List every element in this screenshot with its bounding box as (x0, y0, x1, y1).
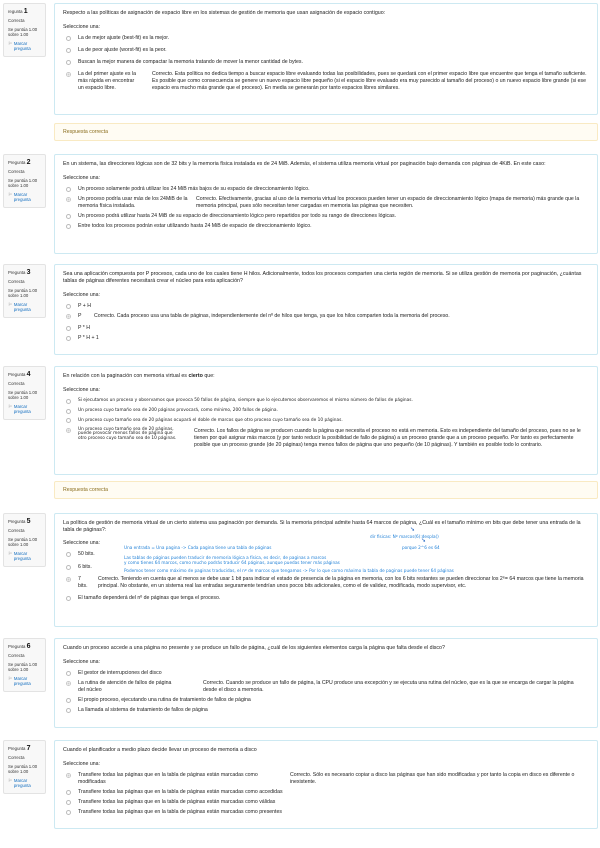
radio-button[interactable] (66, 326, 71, 331)
question-6-content (54, 638, 598, 728)
radio-button[interactable] (66, 36, 71, 41)
answer-option[interactable]: P * H (63, 325, 589, 332)
flag-question-link[interactable]: ⚐ Marcar pregunta (8, 403, 31, 415)
question-grade: Se puntúa 1.00 sobre 1.00 (8, 177, 38, 189)
answer-option[interactable]: Si ejecutamos un proceso y observamos que provoca 50 fallos de página, siempre que lo ejecutemos observaremos el mismo número de fallos de páginas. (63, 398, 589, 404)
question-grade: Se puntúa 1.00 sobre 1.00 (8, 26, 38, 38)
radio-button[interactable] (66, 552, 71, 557)
radio-button-checked[interactable] (66, 773, 71, 778)
radio-button[interactable] (66, 708, 71, 713)
question-7-info (3, 740, 46, 794)
answer-option-selected[interactable]: La rutina de atención de fallos de página del núcleo Correcto. Cuando se produce un fallo de página, la CPU produce una excepción y se ejecuta una rutina del núcleo, que es la que se encarga de cargar la página desde el disco a memoria. (63, 680, 589, 694)
question-4-info (3, 366, 46, 420)
radio-button-checked[interactable] (66, 197, 71, 202)
select-one-prompt: Seleccione una: (63, 24, 100, 31)
answer-option[interactable]: P + H (63, 303, 589, 310)
radio-button[interactable] (66, 214, 71, 219)
question-number: regunta 1 (8, 8, 28, 15)
question-2-info (3, 154, 46, 208)
question-state: Correcta (8, 653, 25, 659)
radio-button[interactable] (66, 596, 71, 601)
question-7-content (54, 740, 598, 829)
question-number: Pregunta 6 (8, 643, 31, 650)
arrow-down-icon: ➘ (421, 538, 427, 544)
radio-button-checked[interactable] (66, 681, 71, 686)
answer-option[interactable]: Un proceso cuyo tamaño sea de 20 páginas ocupará el doble de marcos que otro proceso cuyo tamaño sea de 10 páginas. (63, 418, 589, 424)
answer-option[interactable]: Transfiere todas las páginas que en la tabla de páginas están marcadas como presentes (63, 809, 589, 816)
question-2-content (54, 154, 598, 254)
answer-option[interactable]: La de mejor ajuste (best-fit) es la mejor. (63, 35, 589, 42)
question-text: La política de gestión de memoria virtual de un cierto sistema usa paginación por demanda. Si la memoria principal admite hasta 64 marcos de página, ¿Cuál es el tamaño mínimo en bits que debe tener una entrada de la tabla de páginas?: (63, 520, 581, 534)
question-4-content (54, 366, 598, 475)
question-state: Correcta (8, 755, 25, 761)
answer-feedback: Correcto. Sólo es necesario copiar a disco las páginas que han sido modificadas y por tanto la copia en disco es diferente o inexistente. (290, 772, 575, 786)
question-3-content (54, 264, 598, 355)
question-text: Sea una aplicación compuesta por P procesos, cada uno de los cuales tiene H hilos. Adicionalmente, todos los procesos comparten una cierta región de memoria. Si se utiliza gestión de memoria por paginación, ¿cuántas tablas de páginas diferentes necesitará crear el núcleo para esta aplicación? (63, 271, 582, 285)
radio-button[interactable] (66, 671, 71, 676)
answer-feedback: Correcto. Teniendo en cuenta que al menos se debe usar 1 bit para indicar el estado de presencia de la página en memoria, con los 6 bits restantes se pueden direccionar los 2⁶= 64 marcos que tiene la memoria principal. No obstante, en un sistema real las entradas seguramente tendrían unos pocos bits adicionales, como el de validez, modificada, modo supervisor, etc. (98, 576, 584, 590)
annotation-note: porque 2^6 es 64 (402, 545, 440, 550)
radio-button[interactable] (66, 224, 71, 229)
flag-question-link[interactable]: ⚐ Marcar pregunta (8, 301, 31, 313)
question-number: Pregunta 5 (8, 518, 31, 525)
question-grade: Se puntúa 1.00 sobre 1.00 (8, 661, 38, 673)
question-number: Pregunta 2 (8, 159, 31, 166)
radio-button[interactable] (66, 399, 71, 404)
flag-question-link[interactable]: ⚐ Marcar pregunta (8, 191, 31, 203)
question-state: Correcta (8, 279, 25, 285)
answer-option[interactable]: Entre todos los procesos podrán estar utilizando hasta 24 MiB de espacio de direccionamiento lógico. (63, 223, 589, 230)
annotation-note: Las tablas de páginas pueden traducir de memoria lógica a física, es decir, de paginas a marcos y como tienes 64 marcos, como mucho podrás traducir 64 páginas, aunque puedas tener más páginas (124, 555, 340, 566)
question-text: Respecto a las políticas de asignación de espacio libre en los sistemas de gestión de memoria que usan asignación de espacio contiguo: (63, 10, 386, 16)
answer-option[interactable]: Un proceso solamente podrá utilizar los 24 MiB más bajos de su espacio de direccionamiento lógico. (63, 186, 589, 193)
annotation-note: Podemos tener como máximo de paginas traducidas, el nº de marcos que tengamos -> Por lo que como máximo la tabla de paginas puede tener 64 páginas (124, 568, 454, 573)
question-number: Pregunta 4 (8, 371, 31, 378)
question-number: Pregunta 7 (8, 745, 31, 752)
answer-option[interactable]: El gestor de interrupciones del disco (63, 670, 589, 677)
answer-option-selected[interactable]: Un proceso cuyo tamaño sea de 20 páginas, puede provocar menos fallos de página que otro proceso cuyo tamaño sea de 10 páginas. Correcto. Los fallos de página se producen cuando la página que necesita el proceso no está en memoria. Esto es independiente del tamaño del proceso, pues no se le tienen por qué asignar más marcos (y por tanto reducir la posibilidad de fallo de página) a un proceso grande que a un proceso pequeño. Por tanto es perfectamente posible que un proceso grande (de 20 páginas) tenga menos fallos de página que uno pequeño (de 10 páginas). Y también es posible todo lo contrario. (63, 428, 589, 449)
question-text: Cuando un proceso accede a una página no presente y se produce un fallo de página, ¿cuál de los siguientes elementos carga la página que falta desde el disco? (63, 645, 445, 651)
answer-option[interactable]: El propio proceso, ejecutando una rutina de tratamiento de fallos de página (63, 697, 589, 704)
select-one-prompt: Seleccione una: (63, 659, 100, 666)
radio-button[interactable] (66, 698, 71, 703)
radio-button-checked[interactable] (66, 577, 71, 582)
question-state: Correcta (8, 169, 25, 175)
question-6-info (3, 638, 46, 692)
flag-icon: ⚐ (8, 550, 12, 556)
radio-button[interactable] (66, 810, 71, 815)
answer-feedback: Correcto. Cuando se produce un fallo de página, la CPU produce una excepción y se ejecuta una rutina del núcleo, que es la que se encarga de cargar la página desde el disco a memoria. (203, 680, 574, 694)
answer-option[interactable]: Un proceso podrá utilizar hasta 24 MiB de su espacio de direccionamiento lógico pero repartidos por todo su rango de direcciones lógicas. (63, 213, 589, 220)
answer-option[interactable]: El tamaño dependerá del nº de páginas que tenga el proceso. (63, 595, 589, 602)
flag-icon: ⚐ (8, 191, 12, 197)
answer-option[interactable]: 6 bits. (63, 564, 589, 571)
question-text: Cuando el planificador a medio plazo decide llevar un proceso de memoria a disco (63, 747, 257, 753)
question-number: Pregunta 3 (8, 269, 31, 276)
answer-option[interactable]: Buscan la mejor manera de compactar la memoria tratando de mover la menor cantidad de bytes. (63, 59, 589, 66)
radio-button[interactable] (66, 790, 71, 795)
select-one-prompt: Seleccione una: (63, 761, 100, 768)
answer-feedback: Correcto. Efectivamente, gracias al uso de la memoria virtual los procesos pueden tener un espacio de direccionamiento lógico (mapa de memoria) más grande que la memoria principal, pues sólo necesitan tener cargadas en memoria las páginas que necesiten. (196, 196, 580, 210)
answer-feedback: Correcto. Cada proceso usa una tabla de páginas, independientemente del nº de hilos que tenga, ya que los hilos comparten toda la memoria del proceso. (94, 313, 450, 320)
radio-button[interactable] (66, 409, 71, 414)
question-3-info (3, 264, 46, 318)
answer-option-selected[interactable]: P Correcto. Cada proceso usa una tabla de páginas, independientemente del nº de hilos que tenga, ya que los hilos comparten toda la memoria del proceso. (63, 313, 589, 320)
radio-button[interactable] (66, 60, 71, 65)
radio-button[interactable] (66, 800, 71, 805)
radio-button-checked[interactable] (66, 72, 71, 77)
question-text: En relación con la paginación con memoria virtual es cierto que: (63, 373, 215, 379)
question-state: Correcta (8, 381, 25, 387)
flag-icon: ⚐ (8, 40, 12, 46)
answer-option[interactable]: La llamada al sistema de tratamiento de fallos de página (63, 707, 589, 714)
radio-button[interactable] (66, 336, 71, 341)
radio-button[interactable] (66, 304, 71, 309)
answer-option-selected[interactable]: La del primer ajuste es la más rápida en encontrar un espacio libre. Correcto. Esta política no dedica tiempo a buscar espacio libre evaluando todas las posibilidades, pues se quedará con el primer espacio libre que encuentre que tenga el tamaño suficiente. Es posible que como consecuencia se genere un nuevo espacio libre pequeño (si el espacio libre evaluado era muy parecido al tamaño del proceso) o un nuevo espacio libre grande (si ese espacio era mucho más grande que el proceso). En media se generarán por tanto espacios libres similares. (63, 71, 589, 92)
question-grade: Se puntúa 1.00 sobre 1.00 (8, 389, 38, 401)
outcome-feedback: Respuesta correcta (54, 481, 598, 499)
annotation-note: dir fisicas: Nº marcos(6):despla() (370, 534, 439, 539)
question-grade: Se puntúa 1.00 sobre 1.00 (8, 536, 38, 548)
flag-icon: ⚐ (8, 777, 12, 783)
answer-option-selected[interactable]: Transfiere todas las páginas que en la tabla de páginas están marcadas como modificadas Correcto. Sólo es necesario copiar a disco las páginas que han sido modificadas y por tanto la copia en disco es diferente o inexistente. (63, 772, 589, 786)
question-grade: Se puntúa 1.00 sobre 1.00 (8, 287, 38, 299)
answer-option[interactable]: Transfiere todas las páginas que en la tabla de páginas están marcadas como accedidas (63, 789, 589, 796)
flag-icon: ⚐ (8, 301, 12, 307)
radio-button[interactable] (66, 418, 71, 423)
question-state: Correcta (8, 18, 25, 24)
flag-icon: ⚐ (8, 403, 12, 409)
flag-question-link[interactable]: ⚐ Marcar pregunta (8, 675, 31, 687)
answer-feedback: Correcto. Los fallos de página se producen cuando la página que necesita el proceso no está en memoria. Esto es independiente del tamaño del proceso, pues no se le tienen por qué asignar más marcos (y por tanto reducir la posibilidad de fallo de página) a un proceso grande que a un proceso pequeño. Por tanto es perfectamente posible que un proceso grande (de 20 páginas) tenga menos fallos de página que uno pequeño (de 10 páginas). Y también es posible todo lo contrario. (194, 427, 581, 448)
select-one-prompt: Seleccione una: (63, 175, 100, 182)
select-one-prompt: Seleccione una: (63, 292, 100, 299)
answer-option[interactable]: 50 bits. (63, 551, 589, 558)
flag-question-link[interactable]: ⚐ Marcar pregunta (8, 550, 31, 562)
answer-option-selected[interactable]: 7 bits. Correcto. Teniendo en cuenta que al menos se debe usar 1 bit para indicar el estado de presencia de la página en memoria, con los 6 bits restantes se pueden direccionar los 2⁶= 64 marcos que tiene la memoria principal. No obstante, en un sistema real las entradas seguramente tendrían unos pocos bits adicionales, como el de validez, modificada, modo supervisor, etc. (63, 576, 589, 590)
radio-button-checked[interactable] (66, 428, 71, 433)
arrow-down-icon: ➘ (410, 527, 416, 533)
outcome-feedback: Respuesta correcta (54, 123, 598, 141)
answer-option[interactable]: Transfiere todas las páginas que en la tabla de páginas están marcadas como válidas (63, 799, 589, 806)
answer-option[interactable]: Un proceso cuyo tamaño sea de 200 páginas provocará, como mínimo, 200 fallos de página. (63, 408, 589, 414)
question-text: En un sistema, las direcciones lógicas son de 32 bits y la memoria física instalada es de 24 MiB. Además, el sistema utiliza memoria virtual por paginación bajo demanda con páginas de 4KiB. En este caso: (63, 161, 546, 167)
answer-option[interactable]: P * H + 1 (63, 335, 589, 342)
flag-question-link[interactable]: ⚐ Marcar pregunta (8, 40, 31, 52)
radio-button[interactable] (66, 187, 71, 192)
question-state: Correcta (8, 528, 25, 534)
annotation-note: Una entrada = Una pagina -> Cada pagina tiene una tabla de páginas (124, 545, 272, 550)
radio-button-checked[interactable] (66, 314, 71, 319)
select-one-prompt: Seleccione una: (63, 540, 100, 547)
question-1-content (54, 3, 598, 115)
answer-feedback: Correcto. Esta política no dedica tiempo a buscar espacio libre evaluando todas las posibilidades, pues se quedará con el primer espacio libre que encuentre que tenga el tamaño suficiente. Es posible que como consecuencia se genere un nuevo espacio libre pequeño (si el espacio libre evaluado era muy parecido al tamaño del proceso) o un nuevo espacio libre grande (si ese espacio era mucho más grande que el proceso). En media se generarán por tanto espacios libres similares. (152, 71, 587, 92)
question-5-info (3, 513, 46, 567)
answer-option-selected[interactable]: Un proceso podría usar más de los 24MiB de la memoria física instalada. Correcto. Efectivamente, gracias al uso de la memoria virtual los procesos pueden tener un espacio de direccionamiento lógico (mapa de memoria) más grande que la memoria principal, pues sólo necesitan tener cargadas en memoria las páginas que necesiten. (63, 196, 589, 210)
answer-option[interactable]: La de peor ajuste (worst-fit) es la peor. (63, 47, 589, 54)
question-1-info (3, 3, 46, 57)
radio-button[interactable] (66, 565, 71, 570)
radio-button[interactable] (66, 48, 71, 53)
flag-icon: ⚐ (8, 675, 12, 681)
flag-question-link[interactable]: ⚐ Marcar pregunta (8, 777, 31, 789)
question-grade: Se puntúa 1.00 sobre 1.00 (8, 763, 38, 775)
select-one-prompt: Seleccione una: (63, 387, 100, 394)
